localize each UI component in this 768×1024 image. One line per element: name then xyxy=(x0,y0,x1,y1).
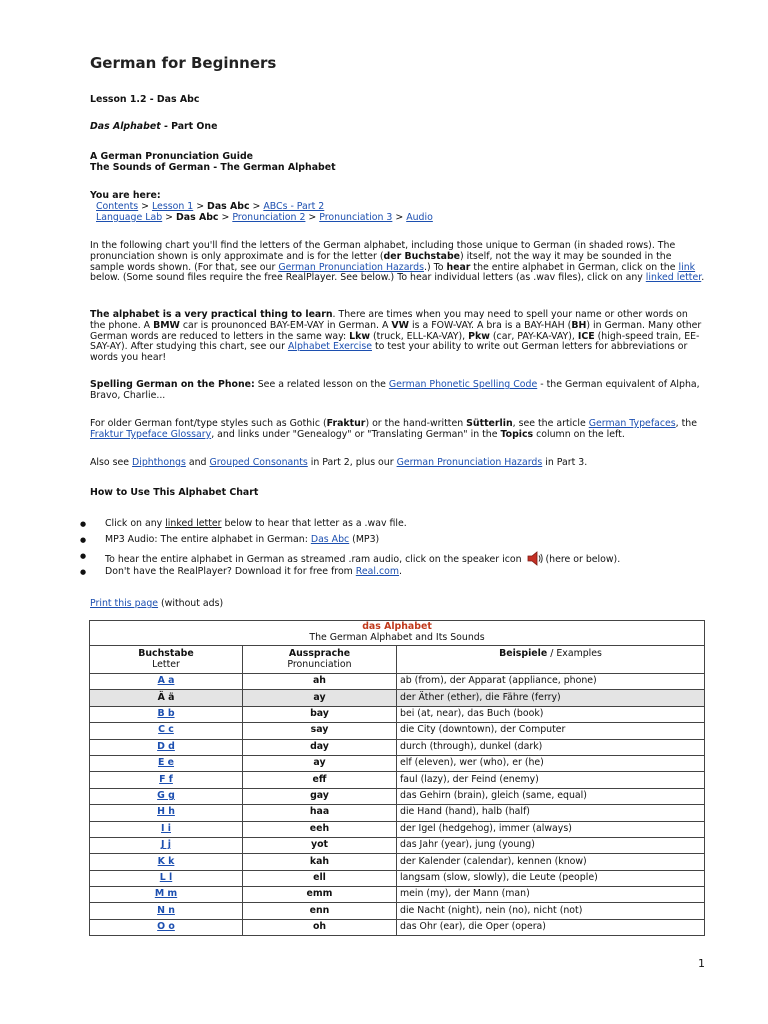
linked-letter-link-2[interactable]: linked letter xyxy=(165,518,222,529)
table-row xyxy=(90,919,705,935)
example-cell: die City (downtown), der Computer xyxy=(397,723,705,739)
text-bold: Topics xyxy=(500,428,534,440)
lesson1-link[interactable]: Lesson 1 xyxy=(152,200,194,212)
also-see-paragraph xyxy=(90,458,706,469)
table-row xyxy=(90,674,705,690)
header-examples-de: Beispiele xyxy=(499,648,548,659)
example-cell: ab (from), der Apparat (appliance, phone) xyxy=(397,674,705,690)
letter-cell[interactable] xyxy=(90,919,243,935)
text: , and links under "Genealogy" or "Translating German" in the xyxy=(211,428,501,440)
table-row xyxy=(90,723,705,739)
header-letter-de: Buchstabe xyxy=(138,647,194,659)
pronunciation2-link[interactable]: Pronunciation 2 xyxy=(232,211,306,223)
text: ) itself, not the way it may be sounded in the sample words shown. (For that, see our xyxy=(90,250,672,273)
current-page-2: Das Abc xyxy=(176,211,219,223)
breadcrumb-label: You are here: xyxy=(90,190,161,201)
pronunciation-cell: enn xyxy=(243,903,397,919)
text: car is prounonced BAY-EM-VAY in German. A xyxy=(179,319,392,331)
text: To hear the entire alphabet in German as streamed .ram audio, click on the speaker icon xyxy=(105,554,525,565)
text: (MP3) xyxy=(349,534,380,545)
real-com-link[interactable]: Real.com xyxy=(355,566,400,577)
pronunciation-cell: bay xyxy=(243,706,397,722)
german-typefaces-link[interactable]: German Typefaces xyxy=(588,418,676,429)
example-cell: die Nacht (night), nein (no), nicht (not) xyxy=(397,903,705,919)
letter-link[interactable]: G g xyxy=(157,790,175,802)
text: . There are times when you may need to spell your name or other words on the phone. A xyxy=(90,309,688,331)
header-pron-de: Aussprache xyxy=(288,647,351,659)
guide-line-1: A German Pronunciation Guide xyxy=(90,151,254,162)
lesson-heading: Lesson 1.2 - Das Abc xyxy=(90,94,200,105)
text-bold: Lkw xyxy=(349,330,371,342)
letter-link[interactable]: D d xyxy=(157,740,175,752)
table-row xyxy=(90,870,705,886)
text-bold: VW xyxy=(391,319,410,331)
pronunciation-cell: ah xyxy=(243,674,397,690)
letter-link[interactable]: L l xyxy=(159,871,173,883)
text: (truck, ELL-KA-VAY), xyxy=(370,330,469,342)
das-abc-mp3-link[interactable]: Das Abc xyxy=(310,534,350,545)
example-cell: das Jahr (year), jung (young) xyxy=(397,837,705,853)
letter-cell[interactable] xyxy=(90,837,243,853)
abcs-part2-link[interactable]: ABCs - Part 2 xyxy=(263,200,325,212)
text: MP3 Audio: The entire alphabet in German: xyxy=(105,534,311,545)
text-bold: ICE xyxy=(577,330,595,342)
table-row xyxy=(90,755,705,771)
pronunciation-cell: eff xyxy=(243,772,397,788)
text: (here or below). xyxy=(545,554,621,565)
breadcrumb-sep: > xyxy=(305,211,320,223)
text: the entire alphabet in German, click on the xyxy=(470,261,679,273)
breadcrumb-line-2 xyxy=(90,213,706,224)
example-cell: der Äther (ether), die Fähre (ferry) xyxy=(397,690,705,706)
pronunciation-cell: ell xyxy=(243,870,397,886)
text-bold: Fraktur xyxy=(326,418,366,429)
letter-text: Ä ä xyxy=(157,691,175,703)
letter-link[interactable]: N n xyxy=(157,904,175,916)
letter-cell[interactable] xyxy=(90,723,243,739)
language-lab-link[interactable]: Language Lab xyxy=(96,211,163,223)
guide-line-2: The Sounds of German - The German Alphabet xyxy=(90,161,336,173)
current-page: Das Abc xyxy=(207,200,250,212)
text: column on the left. xyxy=(533,428,625,440)
pronunciation-cell: kah xyxy=(243,854,397,870)
breadcrumb-sep: > xyxy=(193,200,208,212)
letter-link[interactable]: M m xyxy=(154,888,178,900)
pronunciation-cell: yot xyxy=(243,837,397,853)
breadcrumb-sep: > xyxy=(218,211,233,223)
table-header-row xyxy=(90,646,705,674)
list-item xyxy=(80,535,720,547)
text: See a related lesson on the xyxy=(254,379,389,390)
example-cell: elf (eleven), wer (who), er (he) xyxy=(397,755,705,771)
example-cell: der Igel (hedgehog), immer (always) xyxy=(397,821,705,837)
table-caption-row xyxy=(90,621,705,646)
list-item xyxy=(80,567,720,579)
pronunciation-hazards-link-2[interactable]: German Pronunciation Hazards xyxy=(396,457,543,468)
pronunciation-cell: ay xyxy=(243,690,397,706)
letter-link[interactable]: J j xyxy=(161,839,171,851)
letter-cell[interactable] xyxy=(90,870,243,886)
part-heading xyxy=(90,122,706,133)
table-row xyxy=(90,837,705,853)
table-row xyxy=(90,854,705,870)
alphabet-audio-link[interactable]: link xyxy=(678,261,696,273)
text: - the German equivalent of Alpha, Bravo, Charlie... xyxy=(90,379,700,401)
howto-list xyxy=(80,519,720,583)
letter-cell[interactable] xyxy=(90,903,243,919)
alphabet-exercise-link[interactable]: Alphabet Exercise xyxy=(287,341,372,353)
part-title-rest: - Part One xyxy=(160,121,218,132)
table-body xyxy=(90,674,705,936)
pronunciation-cell: say xyxy=(243,723,397,739)
pronunciation-cell: haa xyxy=(243,805,397,821)
example-cell: die Hand (hand), halb (half) xyxy=(397,805,705,821)
grouped-consonants-link[interactable]: Grouped Consonants xyxy=(209,457,308,468)
audio-link[interactable]: Audio xyxy=(406,211,433,223)
part-title-italic: Das Alphabet xyxy=(90,121,161,132)
linked-letter-link[interactable]: linked letter xyxy=(645,272,702,284)
text: (car, PAY-KA-VAY), xyxy=(489,330,578,342)
table-row xyxy=(90,706,705,722)
alphabet-table xyxy=(89,620,705,936)
pronunciation3-link[interactable]: Pronunciation 3 xyxy=(319,211,393,223)
text: In the following chart you'll find the letters of the German alphabet, including those unique to German (in shaded rows). The pronunciation shown is only approximate and is for the letter ( xyxy=(90,240,676,262)
header-examples xyxy=(397,646,705,674)
text-bold: Spelling German on the Phone: xyxy=(90,379,255,390)
text: (high-speed train, EE-SAY-AY). After studying this chart, see our xyxy=(90,330,700,353)
text: , the xyxy=(675,418,698,429)
letter-cell xyxy=(90,690,243,706)
text: Don't have the RealPlayer? Download it for free from xyxy=(105,566,356,577)
letter-link[interactable]: A a xyxy=(157,675,175,687)
table-row xyxy=(90,903,705,919)
letter-cell[interactable] xyxy=(90,674,243,690)
letter-link[interactable]: I i xyxy=(161,822,171,834)
letter-link[interactable]: K k xyxy=(157,855,175,867)
table-row xyxy=(90,772,705,788)
text: ) or the hand-written xyxy=(365,418,467,429)
example-cell: langsam (slow, slowly), die Leute (people) xyxy=(397,870,705,886)
letter-cell[interactable] xyxy=(90,706,243,722)
text-bold: BH xyxy=(571,319,587,331)
text: .) To xyxy=(423,261,447,273)
letter-cell[interactable] xyxy=(90,805,243,821)
example-cell: das Gehirn (brain), gleich (same, equal) xyxy=(397,788,705,804)
print-line xyxy=(90,599,706,610)
example-cell: faul (lazy), der Feind (enemy) xyxy=(397,772,705,788)
table-row xyxy=(90,805,705,821)
text-bold: Pkw xyxy=(468,330,490,342)
example-cell: das Ohr (ear), die Oper (opera) xyxy=(397,919,705,935)
intro-paragraph xyxy=(90,241,706,284)
letter-cell[interactable] xyxy=(90,772,243,788)
text: in Part 3. xyxy=(542,457,588,468)
letter-link[interactable]: E e xyxy=(157,757,175,769)
diphthongs-link[interactable]: Diphthongs xyxy=(132,457,186,468)
typefaces-paragraph xyxy=(90,419,706,441)
pronunciation-cell: day xyxy=(243,739,397,755)
table-row xyxy=(90,739,705,755)
letter-link[interactable]: C c xyxy=(158,724,174,736)
letter-cell[interactable] xyxy=(90,887,243,903)
text-bold: hear xyxy=(446,261,471,273)
breadcrumb-sep: > xyxy=(138,200,152,212)
breadcrumb-sep: > xyxy=(392,211,407,223)
header-pron-en: Pronunciation xyxy=(287,658,352,670)
text: Click on any xyxy=(105,518,166,529)
list-item xyxy=(80,551,720,563)
letter-link[interactable]: B b xyxy=(157,708,175,720)
table-row xyxy=(90,821,705,837)
table-subtitle: The German Alphabet and Its Sounds xyxy=(309,632,485,643)
text: (without ads) xyxy=(158,598,224,609)
letter-link[interactable]: H h xyxy=(157,806,175,818)
text: below to hear that letter as a .wav file. xyxy=(221,518,407,529)
letter-link[interactable]: O o xyxy=(157,921,175,933)
text-bold: The alphabet is a very practical thing to learn xyxy=(90,309,333,320)
text: to test your ability to write out German letters for abbreviations or words you hear! xyxy=(90,341,688,364)
text: , see the article xyxy=(512,418,589,429)
phone-spelling-paragraph xyxy=(90,380,706,402)
example-cell: bei (at, near), das Buch (book) xyxy=(397,706,705,722)
letter-cell[interactable] xyxy=(90,821,243,837)
text-bold: der Buchstabe xyxy=(383,250,461,262)
letter-cell[interactable] xyxy=(90,739,243,755)
pronunciation-cell: oh xyxy=(243,919,397,935)
text: in Part 2, plus our xyxy=(307,457,397,468)
pronunciation-cell: eeh xyxy=(243,821,397,837)
table-row xyxy=(90,887,705,903)
text: is a FOW-VAY. A bra is a BAY-HAH ( xyxy=(409,319,572,331)
table-row xyxy=(90,788,705,804)
text: Also see xyxy=(90,457,133,468)
header-examples-en: / Examples xyxy=(547,648,602,659)
letter-link[interactable]: F f xyxy=(159,773,173,785)
fraktur-glossary-link[interactable]: Fraktur Typeface Glossary xyxy=(90,428,212,440)
breadcrumb-sep: > xyxy=(162,211,176,223)
header-letter xyxy=(90,646,243,674)
table-caption xyxy=(90,621,705,646)
practical-paragraph xyxy=(90,310,706,364)
page-title: German for Beginners xyxy=(90,54,277,72)
table-row xyxy=(90,690,705,706)
example-cell: durch (through), dunkel (dark) xyxy=(397,739,705,755)
pronunciation-cell: gay xyxy=(243,788,397,804)
header-pronunciation xyxy=(243,646,397,674)
page-number: 1 xyxy=(698,957,705,970)
example-cell: der Kalender (calendar), kennen (know) xyxy=(397,854,705,870)
text: and xyxy=(185,457,210,468)
pronunciation-cell: emm xyxy=(243,887,397,903)
table-title: das Alphabet xyxy=(362,621,432,633)
letter-cell[interactable] xyxy=(90,854,243,870)
pronunciation-cell: ay xyxy=(243,755,397,771)
print-page-link[interactable]: Print this page xyxy=(90,598,159,609)
example-cell: mein (my), der Mann (man) xyxy=(397,887,705,903)
header-letter-en: Letter xyxy=(152,658,180,670)
guide-heading xyxy=(90,152,706,174)
breadcrumb xyxy=(90,191,706,223)
text: . xyxy=(399,566,402,577)
breadcrumb-sep: > xyxy=(249,200,264,212)
text: below. (Some sound files require the free RealPlayer. See below.) To hear individual letters (as .wav files), click on any xyxy=(90,272,646,284)
letter-cell[interactable] xyxy=(90,755,243,771)
text: ) in German. Many other German words are reduced to letters in the same way: xyxy=(90,319,702,342)
pronunciation-hazards-link[interactable]: German Pronunciation Hazards xyxy=(278,261,424,273)
text: . xyxy=(701,272,705,284)
text: For older German font/type styles such as Gothic ( xyxy=(90,418,327,429)
howto-heading: How to Use This Alphabet Chart xyxy=(90,487,259,498)
text-bold: BMW xyxy=(153,319,180,331)
contents-link[interactable]: Contents xyxy=(96,200,139,212)
list-item xyxy=(80,519,720,531)
letter-cell[interactable] xyxy=(90,788,243,804)
text-bold: Sütterlin xyxy=(466,418,513,429)
phonetic-spelling-link[interactable]: German Phonetic Spelling Code xyxy=(388,379,538,390)
